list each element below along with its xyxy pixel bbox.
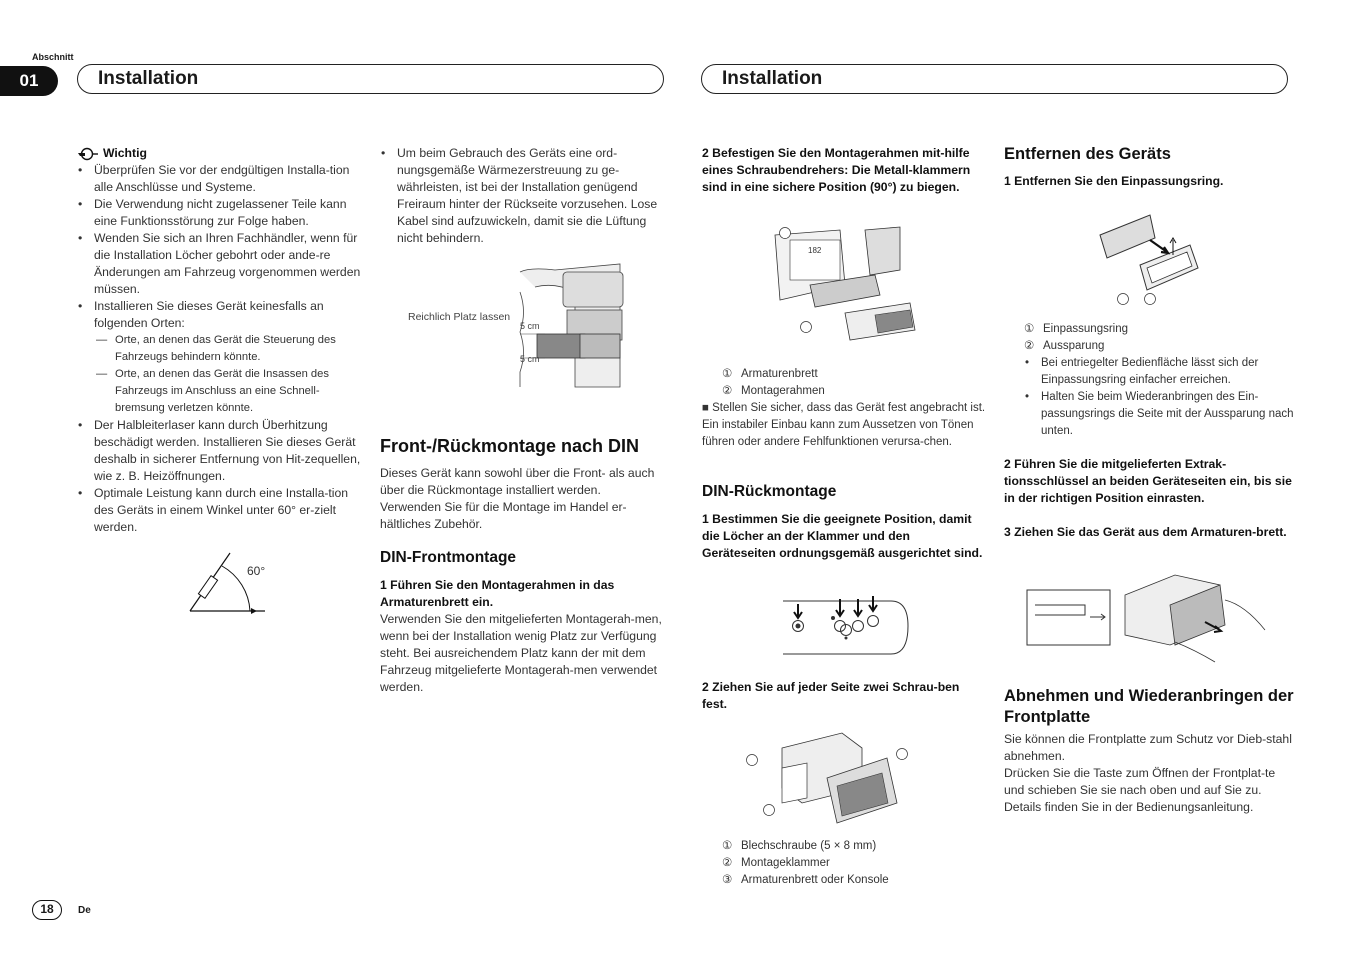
- list-item: • Überprüfen Sie vor der endgültigen Installa-tion alle Anschlüsse und Systeme.: [77, 162, 363, 196]
- legend-item: ① Blechschraube (5 × 8 mm): [722, 840, 877, 852]
- front-step-1: 1 Führen Sie den Montagerahmen in das Armaturenbrett ein.: [380, 578, 615, 609]
- din-section: [380, 436, 665, 696]
- column-4: [1004, 145, 1294, 190]
- remove-step-3: 3 Ziehen Sie das Gerät aus dem Armaturen-brett.: [1004, 525, 1287, 539]
- section-label: Abschnitt: [32, 52, 74, 62]
- remove-step-1: 1 Entfernen Sie den Einpassungsring.: [1004, 174, 1224, 188]
- remove-step-2: 2 Führen Sie die mitgelieferten Extrak-tionsschlüssel an beiden Geräteseiten ein, bis sie in der richtigen Position einrasten.: [1004, 457, 1292, 505]
- figure-number: 182: [808, 246, 822, 255]
- cm-top-label: 5 cm: [520, 321, 540, 331]
- rear-step-1: 1 Bestimmen Sie die geeignete Position, damit die Löcher an der Klammer und den Geräteseiten ordnungsgemäß ausgerichtet sind.: [702, 512, 983, 560]
- din-rear-section: [702, 482, 987, 562]
- legend-1: [722, 366, 987, 400]
- legend-2: [722, 838, 987, 889]
- legend-item: ② Montageklammer: [722, 857, 830, 869]
- screw-holes-figure: [783, 596, 913, 658]
- list-item: • Um beim Gebrauch des Geräts eine ord-nungsgemäße Wärmezerstreuung zu ge-währleisten, ist bei der Installation genügend Freiraum hinter der Rückseite vorzusehen. Lose Kabel sind aufzuwickeln, damit sie die Lüftung nicht behindern.: [380, 145, 665, 247]
- list-item: • Bei entriegelter Bedienfläche lässt sich der Einpassungsring einfacher erreichen.: [1024, 355, 1294, 389]
- install-note: ■ Stellen Sie sicher, dass das Gerät fest angebracht ist. Ein instabiler Einbau kann zum Aussetzen von Tönen führen oder andere Fehlfunktionen verursa-chen.: [702, 402, 986, 448]
- extraction-keys-figure: [1025, 570, 1270, 665]
- sub-list-item: — Orte, an denen das Gerät die Insassen des Fahrzeugs im Anschluss an eine Schnell-bremsung verletzen könnte.: [96, 366, 363, 417]
- din-rear-heading: DIN-Rückmontage: [702, 483, 837, 500]
- page-title-right: Installation: [701, 64, 1288, 94]
- screws-bracket-figure: [742, 728, 912, 828]
- list-item: • Die Verwendung nicht zugelassener Teile kann eine Funktionsstörung zur Folge haben.: [77, 196, 363, 230]
- important-heading: [77, 145, 363, 162]
- legend-item: ① Armaturenbrett: [722, 368, 818, 380]
- trim-ring-figure: [1095, 210, 1205, 310]
- space-label: Reichlich Platz lassen: [408, 311, 511, 323]
- list-item: • Wenden Sie sich an Ihren Fachhändler, wenn für die Installation Löcher gebohrt oder ande-re Änderungen am Fahrzeug vorgenommen werden müssen.: [77, 230, 363, 298]
- list-item: • Halten Sie beim Wiederanbringen des Ein-passungsrings die Seite mit der Aussparung nach unten.: [1024, 389, 1294, 440]
- remove-heading: Entfernen des Geräts: [1004, 145, 1171, 163]
- list-item: • Optimale Leistung kann durch eine Installa-tion des Geräts in einem Winkel unter 60° er-zielt werden.: [77, 485, 363, 536]
- page-number: 18: [32, 900, 62, 920]
- angle-figure: [180, 548, 280, 618]
- page-title-left: Installation: [77, 64, 664, 94]
- din-front-heading: DIN-Frontmontage: [380, 549, 517, 566]
- angle-label: 60°: [247, 564, 266, 578]
- sub-list-item: — Orte, an denen das Gerät die Steuerung des Fahrzeugs behindern könnte.: [96, 332, 363, 366]
- column-3: [702, 145, 987, 196]
- front-step-1-text: Verwenden Sie den mitgelieferten Montagerah-men, wenn bei der Installation wenig Platz zur Verfügung steht. Bei ausreichendem Platz kann der mit dem Fahrzeug mitgelieferte Montagerah-men verwendet werden.: [380, 612, 662, 694]
- panel-text: Drücken Sie die Taste zum Öffnen der Frontplat-te und schieben Sie sie nach oben und auf Sie zu.: [1004, 766, 1276, 797]
- mounting-frame-figure: [770, 225, 920, 350]
- legend-item: ② Aussparung: [1024, 340, 1105, 352]
- panel-section: [1004, 686, 1294, 816]
- cm-bottom-label: 5 cm: [520, 354, 540, 364]
- rear-step-2: 2 Ziehen Sie auf jeder Seite zwei Schrau-ben fest.: [702, 680, 960, 711]
- remove-steps: [1004, 456, 1294, 541]
- warning-hand-icon: [77, 147, 99, 161]
- section-number: 01: [0, 66, 58, 96]
- list-item: • Installieren Sie dieses Gerät keinesfalls an folgenden Orten:: [77, 298, 363, 332]
- column-2: [380, 145, 665, 247]
- panel-heading: Abnehmen und Wiederanbringen der Frontplatte: [1004, 687, 1294, 726]
- din-intro: Dieses Gerät kann sowohl über die Front- als auch über die Rückmontage installiert werden. Verwenden Sie für die Montage im Handel er-hältliches Zubehör.: [380, 466, 655, 531]
- legend-item: ① Einpassungsring: [1024, 323, 1129, 335]
- din-heading: Front-/Rückmontage nach DIN: [380, 436, 640, 456]
- front-step-2: 2 Befestigen Sie den Montagerahmen mit-hilfe eines Schraubendrehers: Die Metall-klammern sind in eine sichere Position (90°) zu biegen.: [702, 146, 971, 194]
- list-item: • Der Halbleiterlaser kann durch Überhitzung beschädigt werden. Installieren Sie dieses Gerät deshalb in sicherer Entfernung von Hit-zequellen, wie z. B. Heizöffnungen.: [77, 417, 363, 485]
- legend-3: [1024, 321, 1294, 355]
- panel-text: Details finden Sie in der Bedienungsanleitung.: [1004, 800, 1254, 814]
- important-label: Wichtig: [103, 146, 147, 160]
- legend-item: ③ Armaturenbrett oder Konsole: [722, 874, 889, 886]
- remove-bullets: [1024, 355, 1294, 440]
- panel-text: Sie können die Frontplatte zum Schutz vor Dieb-stahl abnehmen.: [1004, 732, 1292, 763]
- column-1: [77, 145, 363, 536]
- legend-item: ② Montagerahmen: [722, 385, 825, 397]
- rear-step-2-block: [702, 679, 987, 713]
- language-code: De: [78, 905, 91, 916]
